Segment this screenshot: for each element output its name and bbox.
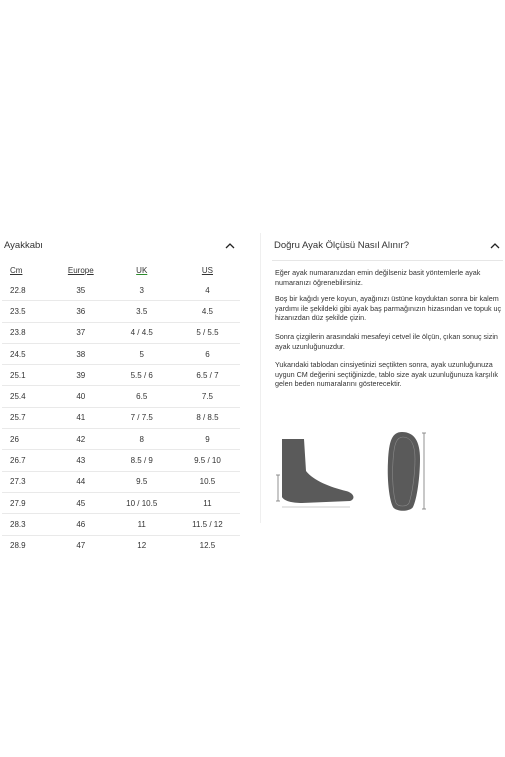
guide-paragraph-intro: Eğer ayak numaranızdan emin değilseniz basit yöntemlerle ayak numaranızı öğrenebilirsiniz. xyxy=(275,268,481,287)
foot-side-icon xyxy=(276,439,353,507)
size-cell-uk: 5 xyxy=(109,343,175,364)
size-row xyxy=(2,514,240,535)
size-cell-europe: 43 xyxy=(53,450,109,471)
foot-sole-icon xyxy=(388,432,426,511)
header-divider xyxy=(272,260,503,261)
size-cell-uk: 5.5 / 6 xyxy=(109,365,175,386)
size-cell-europe: 46 xyxy=(53,514,109,535)
size-cell-europe: 38 xyxy=(53,343,109,364)
size-row xyxy=(2,386,240,407)
measure-panel-title: Doğru Ayak Ölçüsü Nasıl Alınır? xyxy=(274,240,409,251)
shoe-panel-title: Ayakkabı xyxy=(4,240,43,251)
size-cell-cm: 27.9 xyxy=(2,492,53,513)
size-table xyxy=(2,261,240,556)
size-row xyxy=(2,535,240,556)
size-cell-cm: 24.5 xyxy=(2,343,53,364)
size-cell-europe: 42 xyxy=(53,429,109,450)
size-cell-europe: 45 xyxy=(53,492,109,513)
size-table-header-row xyxy=(2,261,240,280)
size-cell-us: 4.5 xyxy=(175,301,240,322)
size-cell-uk: 10 / 10.5 xyxy=(109,492,175,513)
panel-divider xyxy=(260,233,261,523)
size-cell-cm: 28.3 xyxy=(2,514,53,535)
chevron-up-icon[interactable] xyxy=(489,241,501,251)
size-cell-europe: 37 xyxy=(53,322,109,343)
guide-paragraph-draw: Boş bir kağıdı yere koyun, ayağınızı üstüne koyduktan sonra bir kalem yardımı ile şekildeki gibi ayak baş parmağınızın hizasından ve topuk uç hizanızdan düz şekilde çizin. xyxy=(275,294,502,323)
size-row xyxy=(2,322,240,343)
size-row xyxy=(2,407,240,428)
size-cell-us: 9 xyxy=(175,429,240,450)
size-cell-uk: 7 / 7.5 xyxy=(109,407,175,428)
shoe-panel-header[interactable] xyxy=(4,239,236,257)
size-cell-cm: 23.5 xyxy=(2,301,53,322)
measure-panel-header[interactable] xyxy=(274,239,501,257)
size-cell-us: 11 xyxy=(175,492,240,513)
size-cell-europe: 36 xyxy=(53,301,109,322)
size-cell-cm: 25.4 xyxy=(2,386,53,407)
size-row xyxy=(2,429,240,450)
size-cell-us: 11.5 / 12 xyxy=(175,514,240,535)
size-cell-uk: 8.5 / 9 xyxy=(109,450,175,471)
chevron-up-icon[interactable] xyxy=(224,241,236,251)
column-header-us: US xyxy=(201,266,213,275)
size-cell-uk: 4 / 4.5 xyxy=(109,322,175,343)
size-cell-europe: 41 xyxy=(53,407,109,428)
size-cell-uk: 9.5 xyxy=(109,471,175,492)
column-header-europe: Europe xyxy=(67,266,94,275)
guide-paragraph-measure: Sonra çizgilerin arasındaki mesafeyi cetvel ile ölçün, çıkan sonuç sizin ayak uzunluğunuzdur. xyxy=(275,332,498,351)
size-row xyxy=(2,301,240,322)
size-row xyxy=(2,365,240,386)
size-cell-cm: 22.8 xyxy=(10,285,26,295)
size-cell-cm: 26.7 xyxy=(2,450,53,471)
size-row xyxy=(2,450,240,471)
size-cell-europe: 35 xyxy=(76,285,86,295)
size-row xyxy=(2,280,240,301)
guide-paragraph-table: Yukarıdaki tablodan cinsiyetinizi seçtikten sonra, ayak uzunluğunuza uygun CM değerini seçtiğinizde, tablo size ayak uzunluğunuza karşılık gelen beden numaralarını gösterecektir. xyxy=(275,360,498,389)
size-cell-cm: 28.9 xyxy=(2,535,53,556)
foot-measure-illustration xyxy=(274,429,434,514)
size-cell-us: 7.5 xyxy=(175,386,240,407)
size-cell-cm: 25.7 xyxy=(2,407,53,428)
size-row xyxy=(2,471,240,492)
column-header-cm: Cm xyxy=(10,266,23,275)
size-cell-us: 4 xyxy=(205,285,210,295)
size-cell-uk: 3 xyxy=(139,285,144,295)
size-cell-us: 5 / 5.5 xyxy=(175,322,240,343)
size-cell-uk: 12 xyxy=(109,535,175,556)
shoe-size-panel xyxy=(0,233,261,551)
size-row xyxy=(2,492,240,513)
size-cell-uk: 11 xyxy=(109,514,175,535)
size-cell-cm: 25.1 xyxy=(2,365,53,386)
size-row xyxy=(2,343,240,364)
size-cell-cm: 26 xyxy=(2,429,53,450)
size-cell-uk: 3.5 xyxy=(109,301,175,322)
size-cell-us: 10.5 xyxy=(175,471,240,492)
size-cell-europe: 47 xyxy=(53,535,109,556)
size-cell-us: 8 / 8.5 xyxy=(175,407,240,428)
size-cell-us: 9.5 / 10 xyxy=(175,450,240,471)
size-cell-uk: 8 xyxy=(109,429,175,450)
size-cell-us: 6 xyxy=(175,343,240,364)
size-cell-cm: 23.8 xyxy=(2,322,53,343)
size-cell-us: 6.5 / 7 xyxy=(175,365,240,386)
size-cell-us: 12.5 xyxy=(175,535,240,556)
measure-guide-panel xyxy=(262,233,505,523)
size-cell-europe: 39 xyxy=(53,365,109,386)
size-cell-europe: 44 xyxy=(53,471,109,492)
size-cell-europe: 40 xyxy=(53,386,109,407)
size-cell-cm: 27.3 xyxy=(2,471,53,492)
column-header-uk: UK xyxy=(136,266,148,275)
size-cell-uk: 6.5 xyxy=(109,386,175,407)
